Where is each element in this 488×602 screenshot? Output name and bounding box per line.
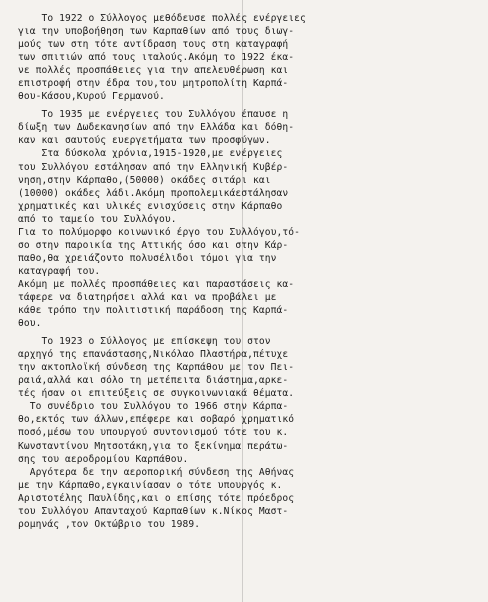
text-line: θου. <box>18 318 42 330</box>
text-line: νηση,στην Κάρπαθο,(50000) οκάδες σιτάρι και <box>18 174 271 186</box>
text-line: Το 1922 ο Σύλλογος μεθόδευσε πολλές ενέργειες <box>18 13 306 24</box>
text-line: θου-Κάσου,Κυρού Γερμανού. <box>18 91 165 103</box>
text-line: Αργότερα δε την αεροπορική σύνδεση της Αθήνας <box>18 466 295 478</box>
text-line: με την Κάρπαθο,εγκαινίασαν ο τότε υπουργός κ. <box>18 479 283 491</box>
text-line: σο στην παροικία της Αττικής όσο και στην Κάρ- <box>18 239 289 251</box>
paragraph <box>18 12 474 103</box>
text-line: του Συλλόγου Απανταχού Καρπαθίων κ.Νίκος Μαστ- <box>18 505 289 517</box>
text-line: θο,εκτός των άλλων,επέφερε και σοβαρό χρηματικό <box>18 414 295 426</box>
text-line: κάθε τρόπο την πολιτιστική παράδοση της Καρπά- <box>18 305 289 317</box>
text-line: καν και σαυτούς ευεργετήματα των προσφύγων. <box>18 135 271 147</box>
text-line: Το 1923 ο Σύλλογος με επίσκεψη του στον <box>18 336 271 348</box>
text-line: σης του αεροδρομίου Καρπάθου. <box>18 453 189 465</box>
text-line: τάφερε να διατηρήσει αλλά και να προβάλει με <box>18 291 277 303</box>
text-line: χρηματικές και υλικές ενισχύσεις στην Κάρπαθο <box>18 200 283 212</box>
text-line: επιστροφή στην έδρα του,του μητροπολίτη Καρπά- <box>18 78 289 90</box>
paragraph <box>18 335 474 531</box>
text-line: παθο,θα χρειάζοντο πολυσέλιδοι τόμοι για την <box>18 252 277 264</box>
text-line: Για το πολύμορφο κοινωνικό έργο του Συλλόγου,τό- <box>18 226 301 238</box>
text-line: Αριστοτέλης Παυλίδης,και ο επίσης τότε πρόεδρος <box>18 492 295 504</box>
text-line: του Συλλόγου εστάλησαν από την Ελληνική Κυβέρ- <box>18 161 289 173</box>
text-line: δίωξη των Δωδεκανησίων από την Ελλάδα και δόθη- <box>18 122 295 134</box>
paragraph <box>18 108 474 330</box>
text-line: καταγραφή του. <box>18 265 101 277</box>
page-fold-crease <box>242 0 243 602</box>
text-line: Στα δύσκολα χρόνια,1915-1920,με ενέργειες <box>18 148 283 160</box>
text-line: (10000) οκάδες λάδι.Ακόμη προπολεμικάεστάλησαν <box>18 187 289 199</box>
text-line: Ακόμη με πολλές προσπάθειες και παραστάσεις κα- <box>18 278 295 290</box>
text-line: αρχηγό της επανάστασης,Νικόλαο Πλαστήρα,πέτυχε <box>18 349 289 361</box>
text-line: τές ήσαν οι επιτεύξεις σε συγκοινωνιακά θέματα. <box>18 388 295 400</box>
text-line: ραιά,αλλά και σόλο τη μετέπειτα διάστημα,αρκε- <box>18 375 289 387</box>
text-line: Το συνέδριο του Συλλόγου το 1966 στην Κάρπα- <box>18 401 289 413</box>
document-body <box>18 12 474 531</box>
text-line: ρομηνάς ,τον Οκτώβριο του 1989. <box>18 518 201 530</box>
text-line: μούς των στη τότε αντίδραση τους στη καταγραφή <box>18 39 289 51</box>
text-line: από το ταμείο του Συλλόγου. <box>18 213 177 225</box>
text-line: Κωνσταντίνου Μητσοτάκη,για το ξεκίνημα περάτω- <box>18 440 289 452</box>
text-line: νε πολλές προσπάθειες για την απελευθέρωση και <box>18 65 289 77</box>
text-line: ποσό,μέσω του υπουργού συντονισμού τότε του κ. <box>18 427 289 439</box>
text-line: των σπιτιών από τους ιταλούς.Ακόμη το 1922 έκα- <box>18 52 295 64</box>
text-line: Το 1935 με ενέργειες του Συλλόγου έπαυσε η <box>18 109 289 121</box>
text-line: την ακτοπλοϊκή σύνδεση της Καρπάθου με τον Πει- <box>18 362 295 374</box>
text-line: για την υποβοήθηση των Καρπαθίων από τους διωγ- <box>18 26 295 38</box>
